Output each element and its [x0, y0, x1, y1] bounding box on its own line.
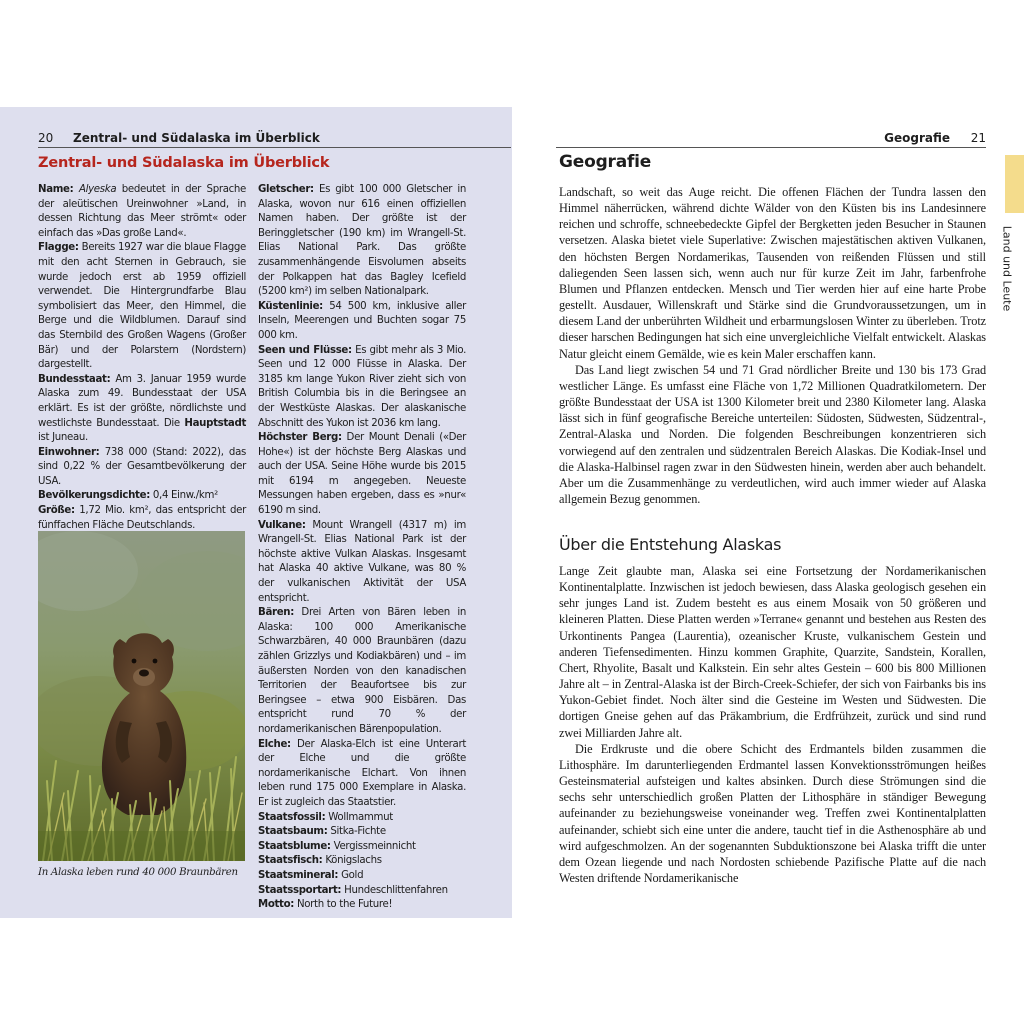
body-paragraph: Landschaft, so weit das Auge reicht. Die offenen Flächen der Tundra lassen den Himmel näherrücken, während dichte Wälder von den Küsten bis ins Landesinnere reichen und schroffe, schneebedeckte Gipfel der Bergketten jeden Besucher in Staunen versetzen. Alaska bietet viele Superlative: Zwischen majestätischen aktiven Vulkanen, den höchsten Bergen Nordamerikas, Tausenden von reißenden Flüssen und still daliegenden Seen lassen sich, wenn auch nur für kurze Zeit im Jahr, farbenfrohe Blumen und Pflanzen entdecken. Mensch und Tier werden hier auf eine harte Probe gestellt. Ausdauer, Willenskraft und Stärke sind die Grundvoraussetzungen, um in diesem Land der unberührten Wildheit und erbarmungslosen Winter zu überleben. Trotz dieser harschen Bedingungen hat sich eine unvergleichliche Vielfalt entwickelt. Alaskas Natur gleicht einem Gemälde, wie es kein Maler erschaffen kann.: [559, 185, 986, 361]
fact-text: Vergissmeinnicht: [330, 840, 416, 852]
fact-label: Flagge:: [38, 242, 79, 254]
fact-text: North to the Future!: [294, 899, 393, 911]
fact-column-1: [38, 183, 246, 533]
fact-text: Bereits 1927 war die blaue Flagge mit den acht Sternen in Gebrauch, sie wurde jedoch erst ab 1959 offiziell verwendet. Die Hintergrundfarbe Blau symbolisiert das Meer, den Himmel, die Berge und die Wildblumen. Darauf sind das Sternbild des Großen Wagens (Großer Bär) und der Polarstern (Nordstern) dargestellt.: [38, 242, 246, 371]
fact-entry: [258, 811, 466, 826]
fact-entry: [258, 738, 466, 811]
entstehung-body: [559, 563, 986, 886]
right-head-rule: [556, 147, 986, 148]
right-page-number: 21: [970, 131, 986, 145]
fact-text: Es gibt 100 000 Gletscher in Alaska, wovon nur 616 einen offiziellen Namen haben. Der größte ist der Beringgletscher (190 km) im Wrangell-St. Elias National Park. Das größte zusammenhängende Eisvolumen abseits der Polkappen hat das Bagley Icefield (5200 km²) im selben Nationalpark.: [258, 184, 466, 298]
fact-label: Name:: [38, 184, 74, 195]
chapter-tab: [1005, 155, 1024, 213]
fact-label: Staatssportart:: [258, 884, 342, 896]
fact-label: Küstenlinie:: [258, 300, 323, 312]
fact-text: 54 500 km, inklusive aller Inseln, Meerengen und Buchten sogar 75 000 km.: [258, 300, 466, 341]
fact-label: Staatsbaum:: [258, 826, 328, 838]
bear-photo: [38, 531, 245, 861]
fact-entry: [258, 825, 466, 840]
fact-entry: [258, 183, 466, 300]
fact-entry: [38, 489, 246, 504]
left-head-rule: [38, 147, 511, 148]
fact-label: Elche:: [258, 738, 291, 750]
fact-text: 0,4 Einw./km²: [149, 490, 218, 502]
fact-entry: [258, 300, 466, 344]
fact-entry: [258, 854, 466, 869]
fact-label: Vulkane:: [258, 519, 306, 531]
fact-label: Bundesstaat:: [38, 373, 111, 385]
fact-label: Höchster Berg:: [258, 432, 342, 444]
fact-entry: [38, 504, 246, 533]
fact-text: 1,72 Mio. km², das entspricht der fünffachen Fläche Deutschlands.: [38, 505, 246, 531]
chapter-tab-label: Land und Leute: [1000, 225, 1014, 311]
body-paragraph: Das Land liegt zwischen 54 und 71 Grad nördlicher Breite und 130 bis 173 Grad westlicher Länge. Es umfasst eine Fläche von 1,72 Millionen Quadratkilometern. Der größte Bundesstaat der USA ist 1300 Kilometer breit und 2380 Kilometer lang. Alaska lässt sich in fünf geografische Bereiche unterteilen: Südosten, Südwesten, Südzentral-, Zentral-Alaska und Norden. Die folgenden Beschreibungen konzentrieren sich vorwiegend auf den zentralen und südzentralen Bereich Alaskas. Die Kodiak-Insel und die Alaska-Halbinsel ragen zwar in den Südwesten hinein, werden aber auch behandelt. Aber um die Zusammenhänge zu verdeutlichen, wird auch immer wieder auf Alaska allgemein Bezug genommen.: [559, 362, 986, 506]
fact-entry: [38, 373, 246, 446]
fact-entry: [38, 241, 246, 372]
fact-label: Staatsmineral:: [258, 869, 339, 881]
fact-entry: [258, 898, 466, 913]
fact-label: Einwohner:: [38, 446, 100, 458]
fact-entry: [258, 606, 466, 737]
fact-text: Mount Wrangell (4317 m) im Wrangell-St. Elias National Park ist der höchste aktive Vulkan Alaskas. Insgesamt hat Alaska 40 aktive Vulkane, was 80 % der vulkanischen Aktivität der USA entspricht.: [258, 519, 466, 604]
fact-text: Am 3. Januar 1959 wurde Alaska zum 49. Bundesstaat der USA erklärt. Es ist der größte, nördlichste und westlichste Bundesstaat. Die Hauptstadt ist Juneau.: [38, 373, 246, 444]
fact-text: 738 000 (Stand: 2022), das sind 0,22 % der Gesamtbevölkerung der USA.: [38, 446, 246, 487]
fact-text: Drei Arten von Bären leben in Alaska: 100 000 Amerikanische Schwarzbären, 40 000 Braunbären (dazu zählen Grizzlys und Kodiakbären) und – im äußersten Norden von den kanadischen Territorien der Beaufortsee bis zur Beringsee – etwa 900 Eisbären. Das entspricht rund 70 % der nordamerikanischen Bärenpopulation.: [258, 607, 466, 735]
fact-text: Königslachs: [322, 855, 382, 867]
fact-label: Staatsblume:: [258, 840, 331, 852]
fact-label: Staatsfisch:: [258, 855, 323, 867]
entstehung-heading: Über die Entstehung Alaskas: [559, 535, 782, 554]
fact-entry: [258, 840, 466, 855]
left-section-title: Zentral- und Südalaska im Überblick: [38, 155, 330, 171]
fact-text: Alyeska bedeutet in der Sprache der aleütischen Ureinwohner »Land, in dessen Richtung das Meer strömt« oder einfach das »Das große Land«.: [38, 184, 247, 239]
fact-label: Motto:: [258, 899, 295, 911]
fact-entry: [38, 183, 246, 241]
fact-text: Hundeschlittenfahren: [341, 884, 448, 896]
body-paragraph: Lange Zeit glaubte man, Alaska sei eine Fortsetzung der Nordamerikanischen Kontinentalplatte. Inzwischen ist jedoch bewiesen, dass Alaska geologisch gesehen ein sehr junges Land ist. Zudem besteht es aus einem Mosaik von 50 größeren und kleineren Platten. Diese Platten werden »Terrane« genannt und bestehen aus Resten des Urkontinents Pangea (Laurentia), ozeanischer Kruste, vulkanischem Gestein und anderen Tiefensedimenten. Hinzu kommen Graphite, Quarzite, Sandstein, Korallen, Chert, Rhyolite, Basalt und Kalkstein. Ein sehr altes Gestein – 600 bis 800 Millionen Jahre alt – in Zentral-Alaska ist der Birch-Creek-Schiefer, der sich von Fairbanks bis ins Yukon-Gebiet findet. Noch älter sind die Gesteine im Westen und Südwesten. Die dortigen Gneise gehen auf das Präkambrium, die Erdfrühzeit, zurück und sind rund zwei Milliarden Jahre alt.: [559, 564, 986, 740]
fact-entry: [258, 869, 466, 884]
geografie-body: [559, 184, 986, 507]
fact-label: Bevölkerungsdichte:: [38, 490, 150, 502]
fact-entry: [38, 446, 246, 490]
fact-entry: [258, 884, 466, 899]
photo-caption: In Alaska leben rund 40 000 Braunbären: [38, 867, 238, 878]
fact-label: Seen und Flüsse:: [258, 344, 352, 356]
fact-label: Staatsfossil:: [258, 811, 326, 823]
fact-text: Sitka-Fichte: [327, 826, 386, 838]
geografie-heading: Geografie: [559, 152, 652, 172]
fact-entry: [258, 519, 466, 607]
left-running-head: Zentral- und Südalaska im Überblick: [73, 131, 320, 145]
fact-column-2: [258, 183, 466, 913]
fact-label: Gletscher:: [258, 184, 314, 195]
left-page-number: 20: [38, 131, 54, 145]
fact-label: Bären:: [258, 607, 294, 619]
fact-text: Der Mount Denali («Der Hohe«) ist der höchste Berg Alaskas und auch der USA. Seine Höhe wurde bis 2015 mit 6194 m angegeben. Neueste Messungen haben ergeben, dass es »nur« 6190 m sind.: [258, 432, 466, 517]
body-paragraph: Die Erdkruste und die obere Schicht des Erdmantels bilden zusammen die Lithosphäre. Im darunterliegenden Erdmantel lassen Konvektionsströmungen heißes Gesteinsmaterial aufsteigen und kaltes absinken. Durch diese Strömungen sind die sechs sehr unterschiedlich großen Platten der Lithosphäre in ständiger Bewegung aufeinander zu beziehungsweise voneinander weg. Treffen zwei Kontinentalplatten aufeinander, schiebt sich eine unter die andere, taucht tief in die Asthenosphäre ab und wird aufgeschmolzen. An der sogenannten Subduktionszone bei Alaska trifft die unter dem Ozean liegende und nach Nordosten schiebende Pazifische Platte auf die nach Westen driftende Nordamerikanische: [559, 741, 986, 885]
fact-text: Gold: [338, 869, 364, 881]
fact-entry: [258, 431, 466, 519]
right-running-head: Geografie: [884, 131, 950, 145]
fact-label: Größe:: [38, 505, 75, 517]
fact-text: Es gibt mehr als 3 Mio. Seen und 12 000 Flüsse in Alaska. Der 3185 km lange Yukon River zieht sich von British Columbia bis in die Beringsee an der Westküste Alaskas. Der alaskanische Abschnitt des Yukon ist 2036 km lang.: [258, 344, 466, 429]
fact-entry: [258, 344, 466, 432]
fact-text: Wollmammut: [325, 811, 393, 823]
fact-text: Der Alaska-Elch ist eine Unterart der Elche und die größte nordamerikanische Elchart. Von ihnen leben rund 175 000 Exemplare in Alaska. Er ist zugleich das Staatstier.: [258, 738, 466, 808]
